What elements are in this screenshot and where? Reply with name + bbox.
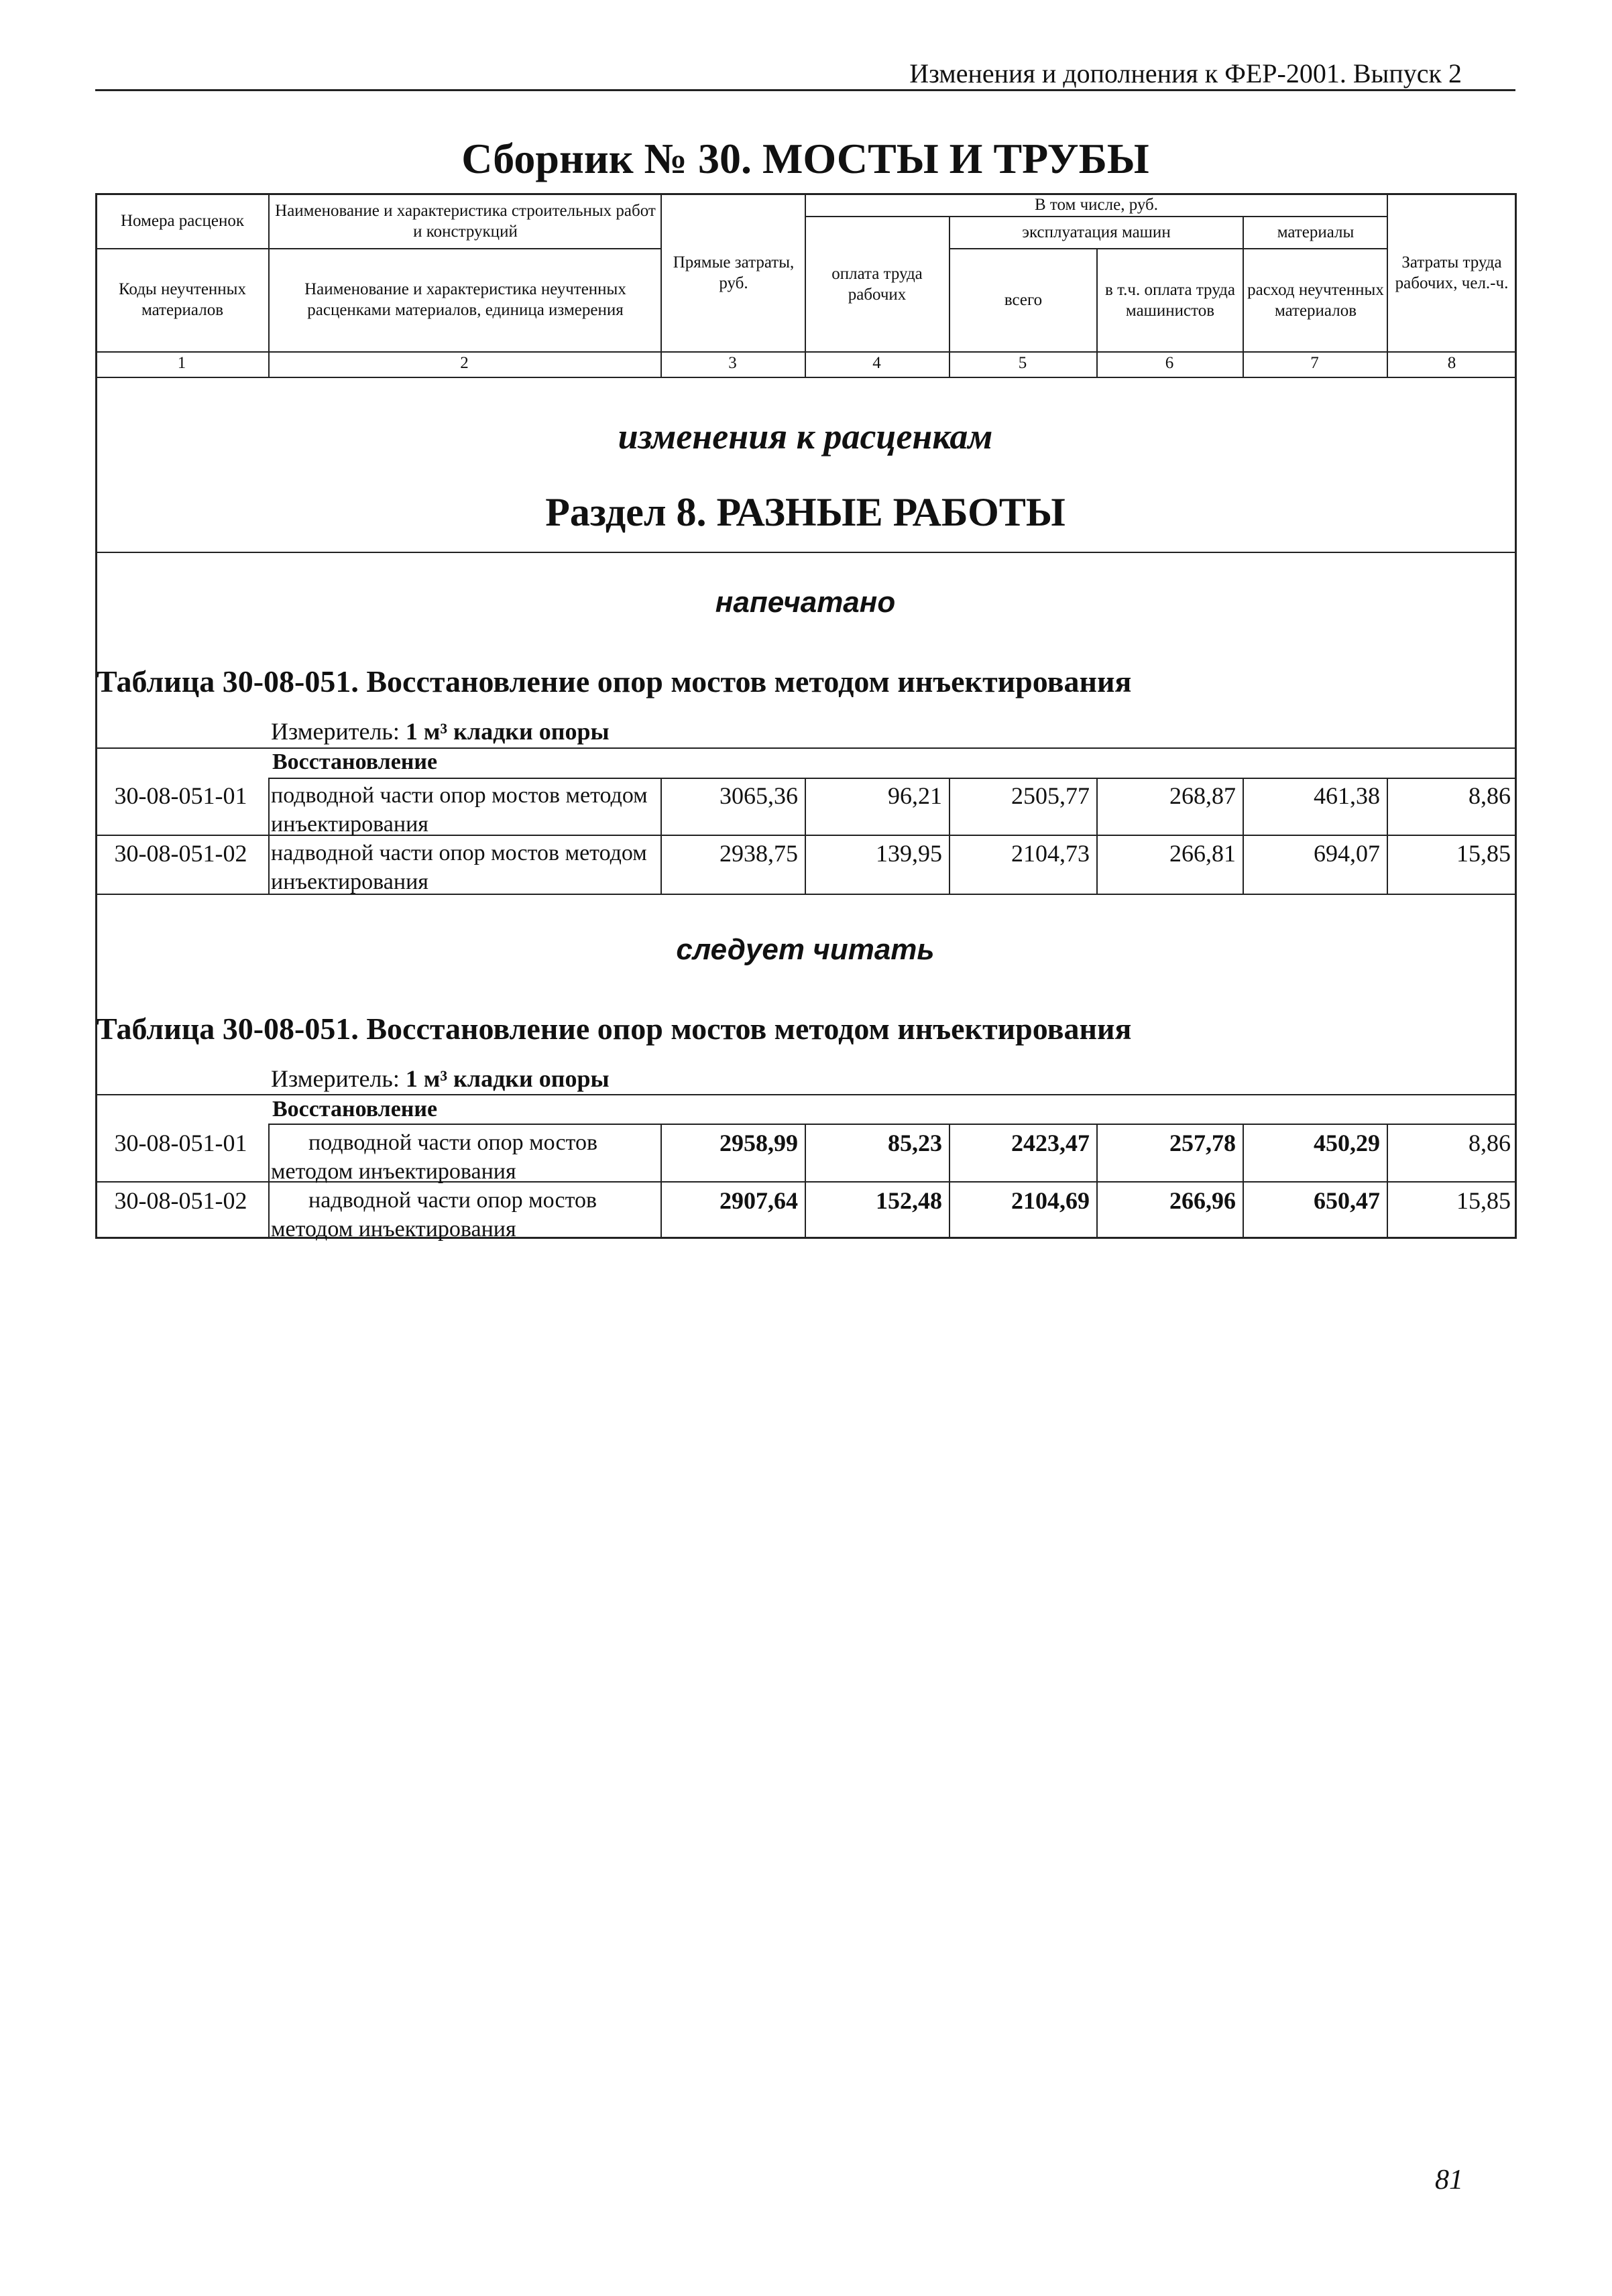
rate-name: подводной части опор мостов методом инъектирования: [271, 783, 648, 837]
measure-prefix: Измеритель:: [271, 718, 406, 745]
materials-cost: 450,29: [1314, 1130, 1380, 1156]
printed-label: напечатано: [715, 586, 896, 619]
column-number: 6: [1165, 354, 1174, 372]
labor-hours: 15,85: [1456, 1187, 1511, 1214]
header-machines-total: всего: [1004, 291, 1043, 310]
labor-pay: 139,95: [876, 840, 942, 867]
machines-total: 2505,77: [1011, 782, 1090, 809]
page-title: Сборник № 30. МОСТЫ И ТРУБЫ: [461, 135, 1149, 182]
printed-rule: [268, 778, 1517, 779]
materials-cost: 461,38: [1314, 782, 1380, 809]
section-divider: [95, 552, 1517, 553]
header-including-group: В том числе, руб.: [1034, 196, 1159, 215]
column-number: 1: [177, 354, 186, 372]
column-number: 3: [728, 354, 737, 372]
printed-group-label: Восстановление: [272, 749, 438, 774]
printed-measure: [271, 717, 610, 745]
direct-cost: 2938,75: [719, 840, 798, 867]
labor-hours: 8,86: [1469, 782, 1511, 809]
machinists-pay: 268,87: [1169, 782, 1236, 809]
rate-code: 30-08-051-01: [114, 782, 247, 809]
header-material-codes: Коды неучтенных материалов: [119, 280, 246, 319]
column-number: 2: [460, 354, 469, 372]
rate-name: надводной части опор мостов методом инъектирования: [271, 841, 647, 894]
header-machines-group: эксплуатация машин: [1022, 223, 1171, 242]
header-labor-hours: Затраты труда рабочих, чел.-ч.: [1395, 253, 1509, 292]
machinists-pay: 266,96: [1169, 1187, 1236, 1214]
labor-pay: 152,48: [876, 1187, 942, 1214]
machines-total: 2104,73: [1011, 840, 1090, 867]
measure-value: 1 м³ кладки опоры: [405, 718, 610, 745]
materials-cost: 650,47: [1314, 1187, 1380, 1214]
rate-code: 30-08-051-02: [114, 840, 247, 867]
machines-total: 2423,47: [1011, 1130, 1090, 1156]
direct-cost: 3065,36: [719, 782, 798, 809]
column-number: 4: [872, 354, 881, 372]
column-number: 8: [1447, 354, 1456, 372]
printed-rule: [95, 747, 1517, 749]
column-number: 7: [1310, 354, 1319, 372]
page-number: 81: [1435, 2165, 1463, 2195]
direct-cost: 2907,64: [719, 1187, 798, 1214]
corrected-rule: [268, 1124, 1517, 1125]
header-machinists-pay: в т.ч. оплата труда машинистов: [1105, 280, 1235, 320]
corrected-table-title: Таблица 30-08-051. Восстановление опор мостов методом инъектирования: [97, 1012, 1132, 1046]
rate-name: надводной части опор мостов методом инъектирования: [271, 1188, 597, 1242]
machinists-pay: 257,78: [1169, 1130, 1236, 1156]
header-materials-name: Наименование и характеристика неучтенных расценками материалов, единица измерения: [304, 280, 626, 319]
corrected-rule: [95, 1094, 1517, 1095]
corrected-measure: [271, 1065, 610, 1093]
corrected-label: следует читать: [676, 933, 935, 966]
measure-prefix: Измеритель:: [271, 1065, 406, 1092]
header-unaccounted-materials: расход неучтенных материалов: [1247, 280, 1384, 320]
labor-hours: 8,86: [1469, 1130, 1511, 1156]
running-header: Изменения и дополнения к ФЕР-2001. Выпуск 2: [909, 58, 1462, 88]
changes-label: изменения к расценкам: [618, 416, 993, 457]
labor-hours: 15,85: [1456, 840, 1511, 867]
header-rule: [95, 89, 1515, 91]
rate-name: подводной части опор мостов методом инъектирования: [271, 1130, 597, 1184]
header-labor-pay: оплата труда рабочих: [831, 264, 923, 304]
header-materials-group: материалы: [1277, 223, 1355, 242]
labor-pay: 96,21: [888, 782, 942, 809]
printed-table-title: Таблица 30-08-051. Восстановление опор мостов методом инъектирования: [97, 664, 1132, 699]
rate-code: 30-08-051-01: [114, 1130, 247, 1156]
header-rate-numbers: Номера расценок: [120, 212, 245, 231]
machines-total: 2104,69: [1011, 1187, 1090, 1214]
header-works-name: Наименование и характеристика строительных работ и конструкций: [275, 201, 656, 241]
labor-pay: 85,23: [888, 1130, 942, 1156]
section-title: Раздел 8. РАЗНЫЕ РАБОТЫ: [545, 490, 1066, 534]
rate-code: 30-08-051-02: [114, 1187, 247, 1214]
machinists-pay: 266,81: [1169, 840, 1236, 867]
measure-value: 1 м³ кладки опоры: [405, 1065, 610, 1092]
column-number: 5: [1018, 354, 1027, 372]
corrected-group-label: Восстановление: [272, 1097, 438, 1122]
direct-cost: 2958,99: [719, 1130, 798, 1156]
header-direct-costs: Прямые затраты, руб.: [673, 253, 795, 292]
materials-cost: 694,07: [1314, 840, 1380, 867]
